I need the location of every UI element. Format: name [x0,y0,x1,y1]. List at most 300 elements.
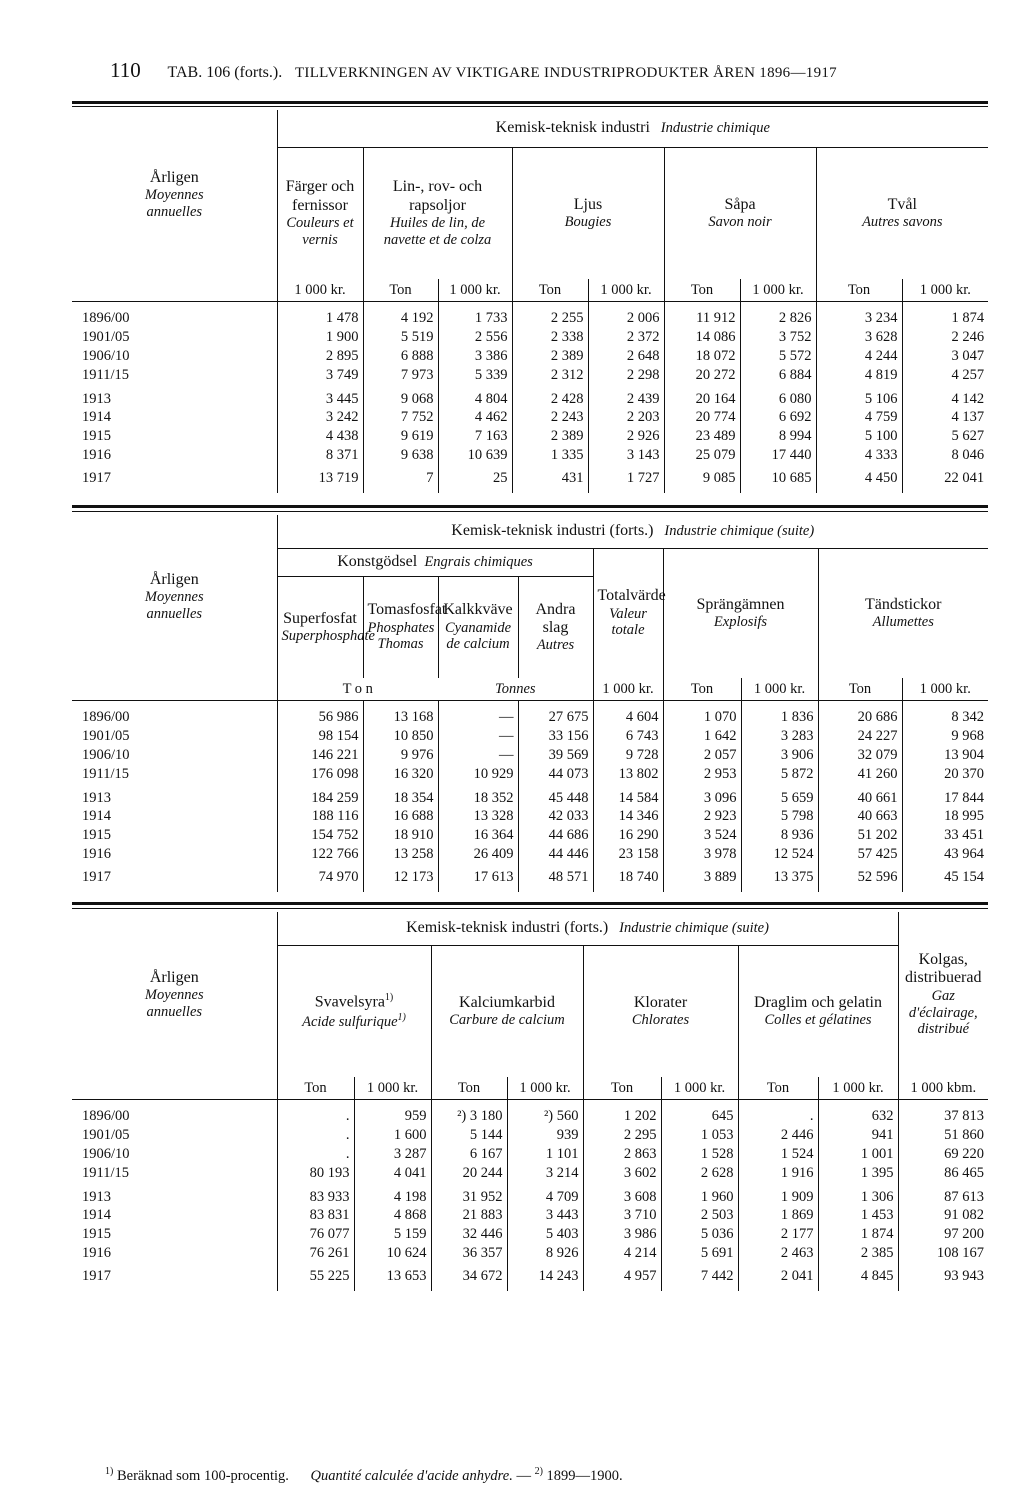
table-cell: 13 653 [354,1263,431,1291]
footnote-1-sv: Beräknad som 100-procentig. [116,1467,289,1484]
top-rule [72,101,988,104]
table-row [72,366,988,385]
year-label: 1901/05 [82,1126,130,1143]
table-cell: 83 831 [277,1206,354,1225]
table-cell: 55 225 [277,1263,354,1291]
table-cell: — [438,701,518,727]
table-row [72,701,988,727]
table-cell: 154 752 [277,826,363,845]
page-header [110,58,837,83]
table-cell: 2 203 [588,408,664,427]
table-cell: 4 333 [816,446,902,465]
table-cell: 1 869 [738,1206,818,1225]
table-cell: 4 244 [816,347,902,366]
group-header-sv: Kemisk-teknisk industri [495,119,650,137]
table-cell: 2 428 [512,385,588,408]
table-cell: 3 889 [663,864,741,892]
subgroup-header [277,548,593,576]
table-chemical-3 [72,912,988,1291]
row-header [72,110,277,279]
table-cell: 1 960 [661,1183,738,1206]
table-cell: 4 257 [902,366,988,385]
table-cell: 1 874 [902,302,988,328]
table-cell: 2 463 [738,1244,818,1263]
year-label: 1913 [82,1188,111,1205]
table-cell: 108 167 [898,1244,988,1263]
table-cell: 37 813 [898,1100,988,1126]
table-cell: 18 072 [664,347,740,366]
col-tval-fr: Autres savons [862,214,943,231]
table-cell: 36 357 [431,1244,507,1263]
unit: 1 000 kr. [902,678,988,701]
col-kalkkvave-sv: Kalkkväve [443,601,513,619]
table-cell: 2 177 [738,1225,818,1244]
table-cell: 2 826 [740,302,816,328]
col-superfosfat-sv: Superfosfat [283,609,357,627]
unit: 1 000 kr. [277,279,363,302]
table-cell: 2 446 [738,1126,818,1145]
col-tval [816,147,988,279]
table-cell: 2 312 [512,366,588,385]
table-cell: 51 202 [818,826,902,845]
year-label: 1906/10 [82,347,130,364]
footnote-2: 1899—1900. [546,1467,623,1484]
table-cell: 2 439 [588,385,664,408]
table-cell: 80 193 [277,1164,354,1183]
col-sprang-sv: Sprängämnen [696,595,785,613]
col-draglim-sv: Draglim och gelatin [754,993,882,1011]
section-rule-thin [72,511,988,512]
year-label: 1914 [82,1206,111,1223]
table-cell: 10 850 [363,727,438,746]
footnote-mark: 1) [397,1011,406,1023]
table-cell: 2 503 [661,1206,738,1225]
group-header-sv: Kemisk-teknisk industri (forts.) [406,919,609,937]
table-cell: 33 156 [518,727,593,746]
table-cell: 7 [363,465,438,493]
col-farger-sv: Färger och fernissor [285,178,355,214]
table-row [72,347,988,366]
table-cell: 12 524 [741,845,818,864]
year-label: 1896/00 [82,708,130,725]
table-cell: 3 386 [438,347,512,366]
col-ljus [512,147,664,279]
table-cell: 2 923 [663,807,741,826]
table-cell: 3 287 [354,1145,431,1164]
year-label: 1914 [82,408,111,425]
table-cell: 9 728 [593,746,663,765]
table-cell: 2 953 [663,765,741,784]
table-cell: 5 403 [507,1225,583,1244]
row-header-fr1: Moyennes [144,589,204,606]
table-row [72,746,988,765]
year-label: 1917 [82,470,111,486]
table-cell: 5 100 [816,427,902,446]
table-cell: 20 164 [664,385,740,408]
table-cell: 3 214 [507,1164,583,1183]
table-body [72,302,988,493]
table-row [72,427,988,446]
table-cell: 76 261 [277,1244,354,1263]
table-cell: 1 101 [507,1145,583,1164]
table-cell: 3 096 [663,784,741,807]
table-cell: 4 137 [902,408,988,427]
table-cell: 7 973 [363,366,438,385]
subgroup-header-fr: Engrais chimiques [424,553,533,570]
table-cell: 7 163 [438,427,512,446]
table-cell: 2 863 [583,1145,661,1164]
unit: Tonnes [438,678,593,701]
group-header [277,515,988,548]
table-cell: 8 936 [741,826,818,845]
table-cell: 1 335 [512,446,588,465]
year-label: 1913 [82,789,111,806]
table-cell: 4 192 [363,302,438,328]
table-cell: 1 836 [741,701,818,727]
table-cell: 184 259 [277,784,363,807]
table-row [72,845,988,864]
table-cell: 1 733 [438,302,512,328]
table-cell: 3 608 [583,1183,661,1206]
year-label: 1911/15 [82,765,129,782]
table-body [72,1100,988,1291]
row-header-fr2: annuelles [146,203,203,220]
table-row [72,807,988,826]
table-cell: 27 675 [518,701,593,727]
col-kalciumkarbid-fr: Carbure de calcium [449,1012,565,1029]
row-header-fr1: Moyennes [144,987,204,1004]
col-superfosfat-fr: Superphosphate [281,628,375,645]
table-row [72,1164,988,1183]
table-cell: 3 445 [277,385,363,408]
table-cell: 4 804 [438,385,512,408]
table-cell: 10 639 [438,446,512,465]
row-header-fr2: annuelles [146,1003,203,1020]
table-row [72,1263,988,1291]
year-label: 1916 [82,845,111,862]
table-cell: 25 [438,465,512,493]
table-row [72,765,988,784]
table-cell: 20 370 [902,765,988,784]
table-cell: 5 339 [438,366,512,385]
unit: 1 000 kr. [902,279,988,302]
table-cell: 16 320 [363,765,438,784]
table-cell: 3 602 [583,1164,661,1183]
table-cell: 20 272 [664,366,740,385]
table-cell: 632 [818,1100,898,1126]
col-kolgas-fr: Gaz d'éclairage, distribué [908,987,978,1038]
table-cell: 941 [818,1126,898,1145]
table-cell: 5 144 [431,1126,507,1145]
table-cell: 16 688 [363,807,438,826]
table-cell: 2 298 [588,366,664,385]
col-andra [518,576,593,678]
unit: 1 000 kr. [741,678,818,701]
year-label: 1911/15 [82,366,129,383]
table-cell: 3 710 [583,1206,661,1225]
table-cell: 2 057 [663,746,741,765]
table-cell: 40 661 [818,784,902,807]
table-row [72,385,988,408]
table-cell: 3 906 [741,746,818,765]
table-cell: 9 968 [902,727,988,746]
col-klorater [583,945,738,1077]
table-cell: 4 041 [354,1164,431,1183]
footnote-mark: 2) [534,1466,543,1477]
table-cell: 3 242 [277,408,363,427]
col-sapa-sv: Såpa [724,195,756,213]
col-total-sv: Totalvärde [597,587,666,605]
col-tomasfosfat-sv: Tomasfosfat [367,601,447,619]
table-cell: 40 663 [818,807,902,826]
table-cell: 2 255 [512,302,588,328]
table-cell: 5 572 [740,347,816,366]
table-cell: 6 080 [740,385,816,408]
row-header-fr2: annuelles [146,605,203,622]
col-total-fr: Valeur totale [609,605,647,639]
table-row [72,784,988,807]
table-cell: 1 916 [738,1164,818,1183]
table-cell: 959 [354,1100,431,1126]
group-header-fr: Industrie chimique [660,120,770,137]
unit: Ton [277,1077,354,1100]
table-row [72,1100,988,1126]
col-klorater-sv: Klorater [633,993,688,1011]
table-cell: 22 041 [902,465,988,493]
col-tand-sv: Tändstickor [865,595,942,613]
table-cell: 122 766 [277,845,363,864]
footnote-mark: 1) [384,992,394,1004]
table-cell: 5 798 [741,807,818,826]
table-cell: 5 106 [816,385,902,408]
col-lin-fr: Huiles de lin, de navette et de colza [383,214,492,248]
table-cell: 8 994 [740,427,816,446]
year-label: 1896/00 [82,1107,130,1124]
table-cell: 4 450 [816,465,902,493]
table-cell: 7 752 [363,408,438,427]
table-cell: 20 244 [431,1164,507,1183]
col-sapa [664,147,816,279]
year-label: 1916 [82,446,111,463]
table-cell: 74 970 [277,864,363,892]
table-cell: 23 489 [664,427,740,446]
table-cell: 41 260 [818,765,902,784]
year-label: 1906/10 [82,746,130,763]
col-ljus-sv: Ljus [573,195,603,213]
table-cell: 52 596 [818,864,902,892]
year-label: 1914 [82,807,111,824]
table-cell: 76 077 [277,1225,354,1244]
table-cell: 18 352 [438,784,518,807]
table-cell: 9 619 [363,427,438,446]
table-cell: 12 173 [363,864,438,892]
table-cell: 6 888 [363,347,438,366]
table-cell: 56 986 [277,701,363,727]
col-klorater-fr: Chlorates [631,1012,690,1029]
table-cell: 43 964 [902,845,988,864]
table-cell: 939 [507,1126,583,1145]
row-header [72,912,277,1077]
page-number: 110 [110,58,141,82]
table-cell: 3 978 [663,845,741,864]
unit: Ton [816,279,902,302]
col-draglim-fr: Colles et gélatines [764,1012,872,1029]
table-cell: 2 926 [588,427,664,446]
unit: Ton [512,279,588,302]
row-header-sv: Årligen [149,168,199,186]
table-cell: 6 692 [740,408,816,427]
table-cell: 1 053 [661,1126,738,1145]
table-cell: 4 214 [583,1244,661,1263]
subgroup-header-sv: Konstgödsel [337,552,418,570]
table-cell: 3 143 [588,446,664,465]
table-cell: 2 385 [818,1244,898,1263]
unit: 1 000 kr. [593,678,663,701]
table-cell: 5 691 [661,1244,738,1263]
unit: 1 000 kr. [507,1077,583,1100]
table-cell: 23 158 [593,845,663,864]
table-cell: 16 290 [593,826,663,845]
table-cell: 1 070 [663,701,741,727]
table-cell: 188 116 [277,807,363,826]
col-farger [277,147,363,279]
table-cell: 45 448 [518,784,593,807]
table-row [72,446,988,465]
table-cell: 24 227 [818,727,902,746]
table-cell: — [438,727,518,746]
table-cell: 8 046 [902,446,988,465]
year-label: 1915 [82,427,111,444]
table-cell: 48 571 [518,864,593,892]
table-row [72,826,988,845]
table-body [72,701,988,892]
table-cell: 4 604 [593,701,663,727]
table-cell: 14 086 [664,328,740,347]
table-cell: 5 036 [661,1225,738,1244]
col-lin-sv: Lin-, rov- och rapsoljor [392,178,483,214]
table-row [72,1206,988,1225]
table-cell: 1 642 [663,727,741,746]
table-cell: . [277,1126,354,1145]
table-cell: 5 659 [741,784,818,807]
table-cell: 3 752 [740,328,816,347]
table-cell: 14 243 [507,1263,583,1291]
section-rule-thin [72,908,988,909]
table-cell: 45 154 [902,864,988,892]
table-cell: 26 409 [438,845,518,864]
table-cell: 5 159 [354,1225,431,1244]
table-row [72,302,988,328]
unit: T o n [277,678,438,701]
footnote-1-fr: Quantité calculée d'acide anhydre. [310,1467,513,1484]
table-cell: 93 943 [898,1263,988,1291]
year-label: 1917 [82,1268,111,1284]
col-superfosfat [277,576,375,678]
table-cell: 3 047 [902,347,988,366]
table-cell: 25 079 [664,446,740,465]
table-cell: 5 872 [741,765,818,784]
table-cell: 7 442 [661,1263,738,1291]
unit: 1 000 kr. [354,1077,431,1100]
table-cell: 2 338 [512,328,588,347]
year-label: 1917 [82,869,111,885]
col-andra-fr: Autres [536,637,575,654]
col-draglim [738,945,898,1077]
table-cell: 2 895 [277,347,363,366]
table-cell: 44 686 [518,826,593,845]
unit: 1 000 kr. [740,279,816,302]
table-cell: 31 952 [431,1183,507,1206]
unit: Ton [818,678,902,701]
table-cell: 8 371 [277,446,363,465]
table-cell: — [438,746,518,765]
table-cell: 98 154 [277,727,363,746]
table-cell: 5 627 [902,427,988,446]
table-cell: 18 995 [902,807,988,826]
table-cell: 4 957 [583,1263,661,1291]
table-cell: 10 624 [354,1244,431,1263]
table-cell: 10 685 [740,465,816,493]
table-row [72,1126,988,1145]
unit: 1 000 kr. [818,1077,898,1100]
table-number: TAB. 106 (forts.). [167,64,283,81]
unit: 1 000 kbm. [898,1077,988,1100]
table-cell: 16 364 [438,826,518,845]
table-cell: 2 556 [438,328,512,347]
unit: Ton [663,678,741,701]
table-row [72,465,988,493]
footnotes [105,1466,623,1485]
year-label: 1915 [82,826,111,843]
table-cell: 97 200 [898,1225,988,1244]
table-cell: 4 198 [354,1183,431,1206]
table-cell: 6 884 [740,366,816,385]
col-kalciumkarbid [431,945,583,1077]
table-cell: 6 167 [431,1145,507,1164]
table-cell: 3 628 [816,328,902,347]
col-ljus-fr: Bougies [564,214,612,231]
unit: 1 000 kr. [661,1077,738,1100]
table-cell: 431 [512,465,588,493]
table-cell: 1 874 [818,1225,898,1244]
table-cell: 1 395 [818,1164,898,1183]
table-cell: 2 372 [588,328,664,347]
col-kolgas [898,912,988,1077]
col-sprang [663,548,818,678]
table-cell: 2 389 [512,427,588,446]
group-header [277,110,988,147]
units-row [72,678,988,701]
table-cell: 1 727 [588,465,664,493]
table-cell: 3 283 [741,727,818,746]
units-row [72,279,988,302]
table-cell: 2 006 [588,302,664,328]
col-kolgas-sv: Kolgas, distribuerad [905,951,982,987]
col-kalkkvave-fr: Cyanamide de calcium [444,619,512,653]
table-cell: 6 743 [593,727,663,746]
table-cell: 32 446 [431,1225,507,1244]
table-cell: 1 453 [818,1206,898,1225]
year-label: 1901/05 [82,328,130,345]
table-chemical-1 [72,110,988,493]
table-cell: 18 354 [363,784,438,807]
table-cell: 4 845 [818,1263,898,1291]
table-cell: 32 079 [818,746,902,765]
table-cell: 42 033 [518,807,593,826]
col-sprang-fr: Explosifs [713,614,768,631]
table-cell: 14 584 [593,784,663,807]
table-cell: 13 904 [902,746,988,765]
